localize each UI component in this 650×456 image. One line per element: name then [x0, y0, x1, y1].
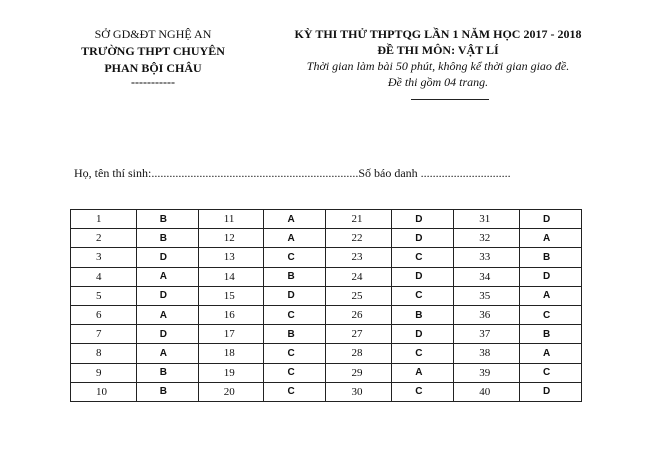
- answer-letter: C: [264, 382, 326, 401]
- exam-header: [268, 26, 608, 90]
- answer-letter: C: [264, 363, 326, 382]
- answer-letter: B: [136, 382, 198, 401]
- answer-letter: B: [392, 305, 454, 324]
- answer-letter: D: [392, 267, 454, 286]
- answer-key-table: [70, 209, 582, 402]
- question-number: 12: [198, 229, 264, 248]
- answer-letter: C: [264, 344, 326, 363]
- answer-letter: D: [136, 286, 198, 305]
- question-number: 20: [198, 382, 264, 401]
- table-row: [71, 305, 582, 324]
- question-number: 39: [454, 363, 520, 382]
- table-row: [71, 267, 582, 286]
- exam-title: KỲ THI THỬ THPTQG LẦN 1 NĂM HỌC 2017 - 2018: [294, 27, 582, 41]
- question-number: 29: [326, 363, 392, 382]
- question-number: 4: [71, 267, 137, 286]
- answer-letter: D: [136, 325, 198, 344]
- answer-letter: B: [136, 363, 198, 382]
- answer-letter: B: [264, 267, 326, 286]
- answer-letter: C: [264, 248, 326, 267]
- answer-letter: C: [392, 382, 454, 401]
- answer-letter: B: [519, 325, 581, 344]
- answer-letter: D: [392, 210, 454, 229]
- question-number: 16: [198, 305, 264, 324]
- question-number: 30: [326, 382, 392, 401]
- question-number: 38: [454, 344, 520, 363]
- question-number: 26: [326, 305, 392, 324]
- question-number: 7: [71, 325, 137, 344]
- department-name: SỞ GD&ĐT NGHỆ AN: [94, 27, 212, 41]
- question-number: 8: [71, 344, 137, 363]
- school-name-line2: PHAN BỘI CHÂU: [104, 61, 202, 75]
- question-number: 18: [198, 344, 264, 363]
- candidate-info-line: Họ, tên thí sinh:.....................................................................Số báo danh ..............................: [74, 166, 511, 180]
- table-row: [71, 363, 582, 382]
- table-row: [71, 382, 582, 401]
- answer-letter: D: [519, 382, 581, 401]
- answer-letter: A: [136, 267, 198, 286]
- table-row: [71, 325, 582, 344]
- answer-letter: C: [519, 305, 581, 324]
- answer-letter: C: [392, 344, 454, 363]
- question-number: 5: [71, 286, 137, 305]
- answer-letter: A: [136, 344, 198, 363]
- answer-letter: A: [519, 344, 581, 363]
- question-number: 23: [326, 248, 392, 267]
- header-dash-rule: -----------: [131, 75, 175, 89]
- school-name-line1: TRƯỜNG THPT CHUYÊN: [81, 44, 225, 58]
- question-number: 35: [454, 286, 520, 305]
- answer-letter: C: [392, 248, 454, 267]
- exam-pages: Đề thi gồm 04 trang.: [387, 75, 489, 89]
- question-number: 17: [198, 325, 264, 344]
- question-number: 34: [454, 267, 520, 286]
- question-number: 28: [326, 344, 392, 363]
- table-row: [71, 286, 582, 305]
- answer-letter: D: [264, 286, 326, 305]
- question-number: 3: [71, 248, 137, 267]
- question-number: 11: [198, 210, 264, 229]
- question-number: 21: [326, 210, 392, 229]
- answer-letter: A: [136, 305, 198, 324]
- question-number: 13: [198, 248, 264, 267]
- question-number: 25: [326, 286, 392, 305]
- question-number: 14: [198, 267, 264, 286]
- answer-letter: B: [136, 229, 198, 248]
- question-number: 27: [326, 325, 392, 344]
- answer-letter: A: [392, 363, 454, 382]
- school-header: [78, 26, 228, 87]
- question-number: 22: [326, 229, 392, 248]
- question-number: 40: [454, 382, 520, 401]
- answer-letter: B: [519, 248, 581, 267]
- header-underline: [411, 99, 489, 100]
- question-number: 19: [198, 363, 264, 382]
- question-number: 2: [71, 229, 137, 248]
- answer-letter: D: [392, 325, 454, 344]
- question-number: 15: [198, 286, 264, 305]
- question-number: 37: [454, 325, 520, 344]
- exam-time: Thời gian làm bài 50 phút, không kể thời gian giao đề.: [306, 59, 570, 73]
- table-row: [71, 344, 582, 363]
- table-row: [71, 229, 582, 248]
- answer-letter: B: [136, 210, 198, 229]
- question-number: 31: [454, 210, 520, 229]
- answer-letter: A: [264, 210, 326, 229]
- question-number: 10: [71, 382, 137, 401]
- answer-letter: A: [519, 229, 581, 248]
- answer-letter: B: [264, 325, 326, 344]
- answer-letter: C: [264, 305, 326, 324]
- question-number: 1: [71, 210, 137, 229]
- answer-letter: A: [264, 229, 326, 248]
- question-number: 36: [454, 305, 520, 324]
- table-row: [71, 248, 582, 267]
- answer-letter: C: [519, 363, 581, 382]
- question-number: 24: [326, 267, 392, 286]
- question-number: 32: [454, 229, 520, 248]
- exam-subject: ĐỀ THI MÔN: VẬT LÍ: [377, 43, 499, 57]
- answer-letter: D: [519, 210, 581, 229]
- answer-letter: C: [392, 286, 454, 305]
- answer-letter: D: [136, 248, 198, 267]
- question-number: 6: [71, 305, 137, 324]
- table-row: [71, 210, 582, 229]
- question-number: 9: [71, 363, 137, 382]
- answer-letter: A: [519, 286, 581, 305]
- answer-letter: D: [519, 267, 581, 286]
- question-number: 33: [454, 248, 520, 267]
- answer-letter: D: [392, 229, 454, 248]
